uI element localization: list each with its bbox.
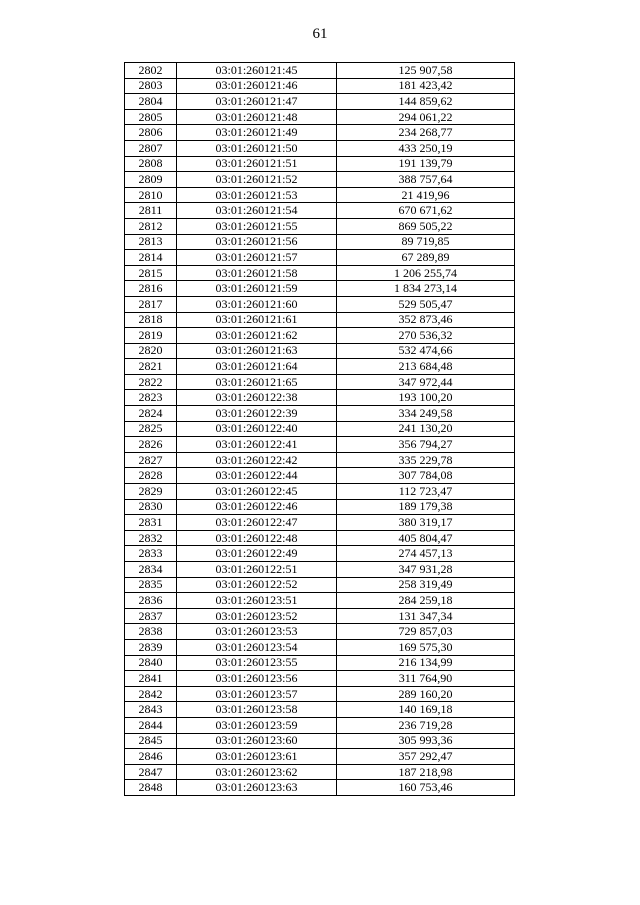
value-cell: 187 218,98	[337, 764, 515, 780]
table-row	[125, 764, 515, 780]
table-row	[125, 515, 515, 531]
value-cell: 189 179,38	[337, 499, 515, 515]
value-cell: 388 757,64	[337, 172, 515, 188]
value-cell: 357 292,47	[337, 749, 515, 765]
cadastral-number-cell: 03:01:260121:58	[177, 265, 337, 281]
cadastral-number-cell: 03:01:260122:49	[177, 546, 337, 562]
cadastral-number-cell: 03:01:260121:61	[177, 312, 337, 328]
row-number-cell: 2834	[125, 562, 177, 578]
table-row	[125, 78, 515, 94]
row-number-cell: 2818	[125, 312, 177, 328]
row-number-cell: 2847	[125, 764, 177, 780]
value-cell: 670 671,62	[337, 203, 515, 219]
row-number-cell: 2839	[125, 639, 177, 655]
cadastral-number-cell: 03:01:260121:55	[177, 218, 337, 234]
table-row	[125, 686, 515, 702]
value-cell: 193 100,20	[337, 390, 515, 406]
row-number-cell: 2814	[125, 250, 177, 266]
row-number-cell: 2815	[125, 265, 177, 281]
row-number-cell: 2803	[125, 78, 177, 94]
row-number-cell: 2833	[125, 546, 177, 562]
table-row	[125, 203, 515, 219]
row-number-cell: 2842	[125, 686, 177, 702]
value-cell: 21 419,96	[337, 187, 515, 203]
value-cell: 380 319,17	[337, 515, 515, 531]
cadastral-number-cell: 03:01:260121:49	[177, 125, 337, 141]
cadastral-number-cell: 03:01:260123:61	[177, 749, 337, 765]
cadastral-number-cell: 03:01:260122:48	[177, 530, 337, 546]
cadastral-number-cell: 03:01:260121:56	[177, 234, 337, 250]
cadastral-number-cell: 03:01:260121:53	[177, 187, 337, 203]
value-cell: 131 347,34	[337, 608, 515, 624]
cadastral-number-cell: 03:01:260123:58	[177, 702, 337, 718]
table-row	[125, 530, 515, 546]
cadastral-number-cell: 03:01:260123:59	[177, 717, 337, 733]
row-number-cell: 2824	[125, 406, 177, 422]
row-number-cell: 2822	[125, 374, 177, 390]
row-number-cell: 2840	[125, 655, 177, 671]
table-row	[125, 218, 515, 234]
cadastral-number-cell: 03:01:260121:45	[177, 63, 337, 79]
cadastral-number-cell: 03:01:260123:57	[177, 686, 337, 702]
row-number-cell: 2832	[125, 530, 177, 546]
cadastral-number-cell: 03:01:260123:63	[177, 780, 337, 796]
table-row	[125, 484, 515, 500]
data-table	[124, 62, 515, 796]
value-cell: 258 319,49	[337, 577, 515, 593]
cadastral-number-cell: 03:01:260122:52	[177, 577, 337, 593]
value-cell: 160 753,46	[337, 780, 515, 796]
table-row	[125, 234, 515, 250]
row-number-cell: 2843	[125, 702, 177, 718]
cadastral-number-cell: 03:01:260121:51	[177, 156, 337, 172]
row-number-cell: 2821	[125, 359, 177, 375]
row-number-cell: 2816	[125, 281, 177, 297]
row-number-cell: 2810	[125, 187, 177, 203]
row-number-cell: 2836	[125, 593, 177, 609]
cadastral-number-cell: 03:01:260121:50	[177, 140, 337, 156]
cadastral-number-cell: 03:01:260123:51	[177, 593, 337, 609]
table-row	[125, 109, 515, 125]
value-cell: 305 993,36	[337, 733, 515, 749]
table-row	[125, 717, 515, 733]
cadastral-number-cell: 03:01:260122:41	[177, 437, 337, 453]
value-cell: 270 536,32	[337, 328, 515, 344]
value-cell: 241 130,20	[337, 421, 515, 437]
row-number-cell: 2820	[125, 343, 177, 359]
cadastral-number-cell: 03:01:260121:54	[177, 203, 337, 219]
table-row	[125, 577, 515, 593]
row-number-cell: 2826	[125, 437, 177, 453]
table-row	[125, 265, 515, 281]
value-cell: 352 873,46	[337, 312, 515, 328]
row-number-cell: 2831	[125, 515, 177, 531]
table-row	[125, 624, 515, 640]
cadastral-number-cell: 03:01:260122:47	[177, 515, 337, 531]
cadastral-number-cell: 03:01:260123:53	[177, 624, 337, 640]
value-cell: 311 764,90	[337, 671, 515, 687]
cadastral-number-cell: 03:01:260121:60	[177, 296, 337, 312]
cadastral-number-cell: 03:01:260122:46	[177, 499, 337, 515]
cadastral-number-cell: 03:01:260121:63	[177, 343, 337, 359]
value-cell: 125 907,58	[337, 63, 515, 79]
value-cell: 236 719,28	[337, 717, 515, 733]
table-row	[125, 94, 515, 110]
value-cell: 274 457,13	[337, 546, 515, 562]
value-cell: 289 160,20	[337, 686, 515, 702]
value-cell: 532 474,66	[337, 343, 515, 359]
cadastral-number-cell: 03:01:260122:38	[177, 390, 337, 406]
value-cell: 144 859,62	[337, 94, 515, 110]
table-row	[125, 172, 515, 188]
row-number-cell: 2825	[125, 421, 177, 437]
row-number-cell: 2817	[125, 296, 177, 312]
table-row	[125, 281, 515, 297]
table-row	[125, 437, 515, 453]
value-cell: 334 249,58	[337, 406, 515, 422]
row-number-cell: 2808	[125, 156, 177, 172]
row-number-cell: 2813	[125, 234, 177, 250]
cadastral-number-cell: 03:01:260122:42	[177, 452, 337, 468]
page-number: 61	[312, 26, 328, 42]
cadastral-number-cell: 03:01:260123:62	[177, 764, 337, 780]
cadastral-number-cell: 03:01:260121:59	[177, 281, 337, 297]
cadastral-number-cell: 03:01:260123:60	[177, 733, 337, 749]
table-row	[125, 390, 515, 406]
cadastral-number-cell: 03:01:260122:44	[177, 468, 337, 484]
row-number-cell: 2846	[125, 749, 177, 765]
table-row	[125, 749, 515, 765]
table-row	[125, 125, 515, 141]
table-row	[125, 250, 515, 266]
row-number-cell: 2809	[125, 172, 177, 188]
row-number-cell: 2837	[125, 608, 177, 624]
value-cell: 347 931,28	[337, 562, 515, 578]
cadastral-number-cell: 03:01:260123:56	[177, 671, 337, 687]
row-number-cell: 2845	[125, 733, 177, 749]
table-row	[125, 156, 515, 172]
table-row	[125, 608, 515, 624]
cadastral-number-cell: 03:01:260123:55	[177, 655, 337, 671]
row-number-cell: 2802	[125, 63, 177, 79]
row-number-cell: 2828	[125, 468, 177, 484]
row-number-cell: 2804	[125, 94, 177, 110]
cadastral-number-cell: 03:01:260123:52	[177, 608, 337, 624]
table-row	[125, 546, 515, 562]
row-number-cell: 2819	[125, 328, 177, 344]
table-row	[125, 702, 515, 718]
table-row	[125, 421, 515, 437]
cadastral-number-cell: 03:01:260123:54	[177, 639, 337, 655]
row-number-cell: 2823	[125, 390, 177, 406]
value-cell: 307 784,08	[337, 468, 515, 484]
value-cell: 284 259,18	[337, 593, 515, 609]
row-number-cell: 2812	[125, 218, 177, 234]
row-number-cell: 2806	[125, 125, 177, 141]
cadastral-number-cell: 03:01:260121:46	[177, 78, 337, 94]
cadastral-number-cell: 03:01:260121:57	[177, 250, 337, 266]
row-number-cell: 2841	[125, 671, 177, 687]
table-row	[125, 593, 515, 609]
value-cell: 169 575,30	[337, 639, 515, 655]
table-row	[125, 655, 515, 671]
row-number-cell: 2848	[125, 780, 177, 796]
cadastral-number-cell: 03:01:260121:65	[177, 374, 337, 390]
value-cell: 181 423,42	[337, 78, 515, 94]
table-row	[125, 187, 515, 203]
cadastral-number-cell: 03:01:260122:39	[177, 406, 337, 422]
cadastral-number-cell: 03:01:260122:51	[177, 562, 337, 578]
cadastral-number-cell: 03:01:260122:40	[177, 421, 337, 437]
table-row	[125, 140, 515, 156]
cadastral-number-cell: 03:01:260121:62	[177, 328, 337, 344]
value-cell: 112 723,47	[337, 484, 515, 500]
row-number-cell: 2807	[125, 140, 177, 156]
value-cell: 347 972,44	[337, 374, 515, 390]
table-row	[125, 452, 515, 468]
table-row	[125, 499, 515, 515]
row-number-cell: 2811	[125, 203, 177, 219]
value-cell: 294 061,22	[337, 109, 515, 125]
table-row	[125, 406, 515, 422]
value-cell: 1 206 255,74	[337, 265, 515, 281]
value-cell: 234 268,77	[337, 125, 515, 141]
value-cell: 140 169,18	[337, 702, 515, 718]
table-body	[125, 63, 515, 796]
value-cell: 729 857,03	[337, 624, 515, 640]
value-cell: 356 794,27	[337, 437, 515, 453]
table-row	[125, 562, 515, 578]
row-number-cell: 2838	[125, 624, 177, 640]
table-row	[125, 671, 515, 687]
table-row	[125, 296, 515, 312]
table-row	[125, 343, 515, 359]
table-row	[125, 312, 515, 328]
table-row	[125, 639, 515, 655]
row-number-cell: 2829	[125, 484, 177, 500]
cadastral-number-cell: 03:01:260122:45	[177, 484, 337, 500]
cadastral-number-cell: 03:01:260121:48	[177, 109, 337, 125]
table-row	[125, 468, 515, 484]
table-row	[125, 63, 515, 79]
value-cell: 335 229,78	[337, 452, 515, 468]
value-cell: 433 250,19	[337, 140, 515, 156]
row-number-cell: 2827	[125, 452, 177, 468]
value-cell: 89 719,85	[337, 234, 515, 250]
row-number-cell: 2844	[125, 717, 177, 733]
cadastral-number-cell: 03:01:260121:64	[177, 359, 337, 375]
value-cell: 213 684,48	[337, 359, 515, 375]
row-number-cell: 2805	[125, 109, 177, 125]
value-cell: 67 289,89	[337, 250, 515, 266]
value-cell: 869 505,22	[337, 218, 515, 234]
table-row	[125, 733, 515, 749]
table-row	[125, 328, 515, 344]
value-cell: 529 505,47	[337, 296, 515, 312]
value-cell: 1 834 273,14	[337, 281, 515, 297]
cadastral-number-cell: 03:01:260121:47	[177, 94, 337, 110]
table-row	[125, 780, 515, 796]
value-cell: 216 134,99	[337, 655, 515, 671]
table-row	[125, 374, 515, 390]
row-number-cell: 2835	[125, 577, 177, 593]
value-cell: 405 804,47	[337, 530, 515, 546]
table-row	[125, 359, 515, 375]
cadastral-number-cell: 03:01:260121:52	[177, 172, 337, 188]
value-cell: 191 139,79	[337, 156, 515, 172]
row-number-cell: 2830	[125, 499, 177, 515]
